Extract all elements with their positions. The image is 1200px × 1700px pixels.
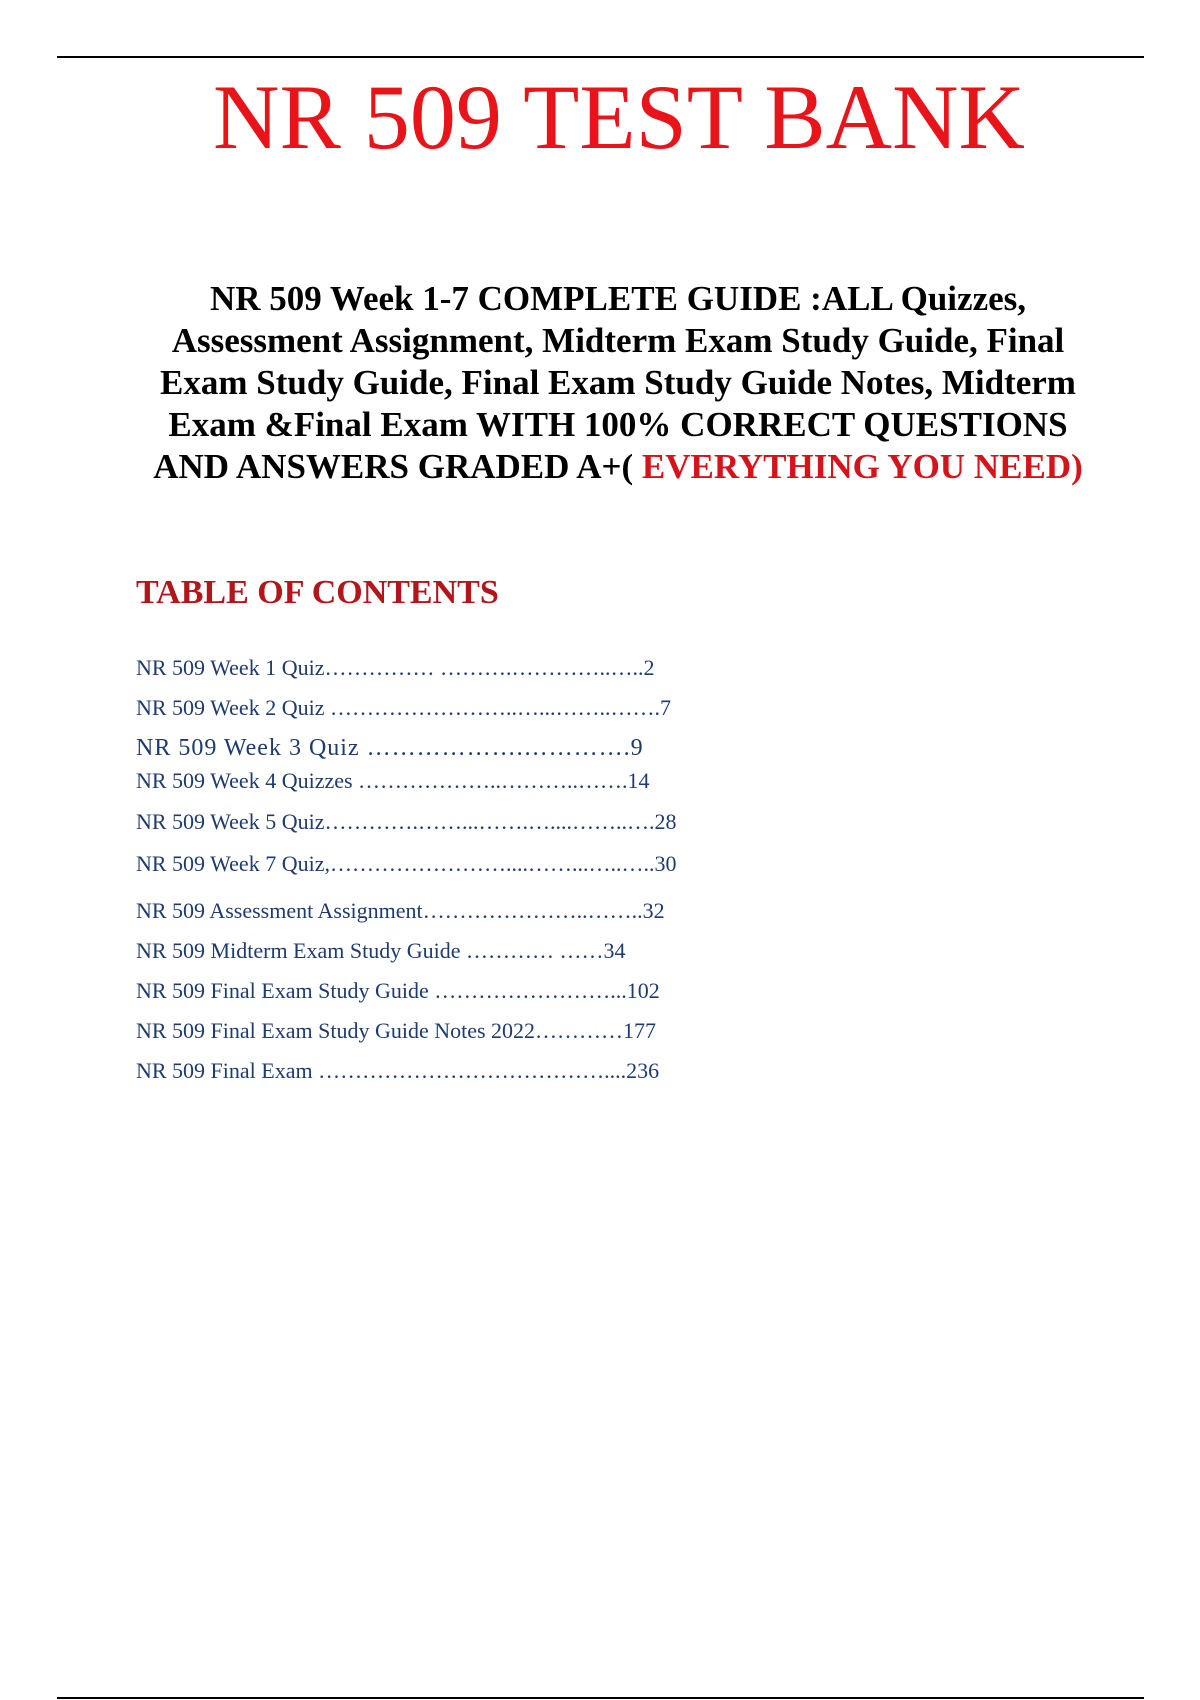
bottom-rule bbox=[57, 1697, 1144, 1699]
toc-item-week-3-quiz[interactable]: NR 509 Week 3 Quiz ……………….………….9 bbox=[136, 735, 644, 761]
toc-item-final-study-guide-notes[interactable]: NR 509 Final Exam Study Guide Notes 2022…………177 bbox=[136, 1018, 657, 1043]
toc-item-week-4-quizzes[interactable]: NR 509 Week 4 Quizzes ………………..………..…….14 bbox=[136, 768, 650, 793]
subtitle-accent-text: EVERYTHING YOU NEED) bbox=[633, 447, 1083, 486]
toc-item-week-2-quiz[interactable]: NR 509 Week 2 Quiz ……………………..…...……..…….7 bbox=[136, 695, 671, 720]
toc-item-final-study-guide[interactable]: NR 509 Final Exam Study Guide ……………………...102 bbox=[136, 978, 660, 1003]
top-rule bbox=[57, 56, 1144, 58]
document-subtitle bbox=[130, 278, 1106, 488]
document-title: NR 509 TEST BANK bbox=[213, 66, 1025, 168]
toc-item-assessment-assignment[interactable]: NR 509 Assessment Assignment…………………..……..32 bbox=[136, 898, 665, 923]
subtitle-main-text: NR 509 Week 1-7 COMPLETE GUIDE :ALL Quizzes, Assessment Assignment, Midterm Exam Study Guide, Final Exam Study Guide, Final Exam Study Guide Notes, Midterm Exam &Final Exam WITH 100% CORRECT QUESTIONS AND ANSWERS GRADED A+( bbox=[153, 279, 1076, 486]
toc-item-week-5-quiz[interactable]: NR 509 Week 5 Quiz………….……...…….…....……..….28 bbox=[136, 809, 677, 834]
toc-item-week-1-quiz[interactable]: NR 509 Week 1 Quiz…………… ……….…………..…..2 bbox=[136, 655, 655, 680]
toc-item-final-exam[interactable]: NR 509 Final Exam …………………………………....236 bbox=[136, 1058, 660, 1083]
toc-item-midterm-study-guide[interactable]: NR 509 Midterm Exam Study Guide ………… ……34 bbox=[136, 938, 626, 963]
toc-item-week-7-quiz[interactable]: NR 509 Week 7 Quiz,……………………....……...…..…..30 bbox=[136, 851, 677, 876]
toc-heading: TABLE OF CONTENTS bbox=[136, 574, 499, 611]
